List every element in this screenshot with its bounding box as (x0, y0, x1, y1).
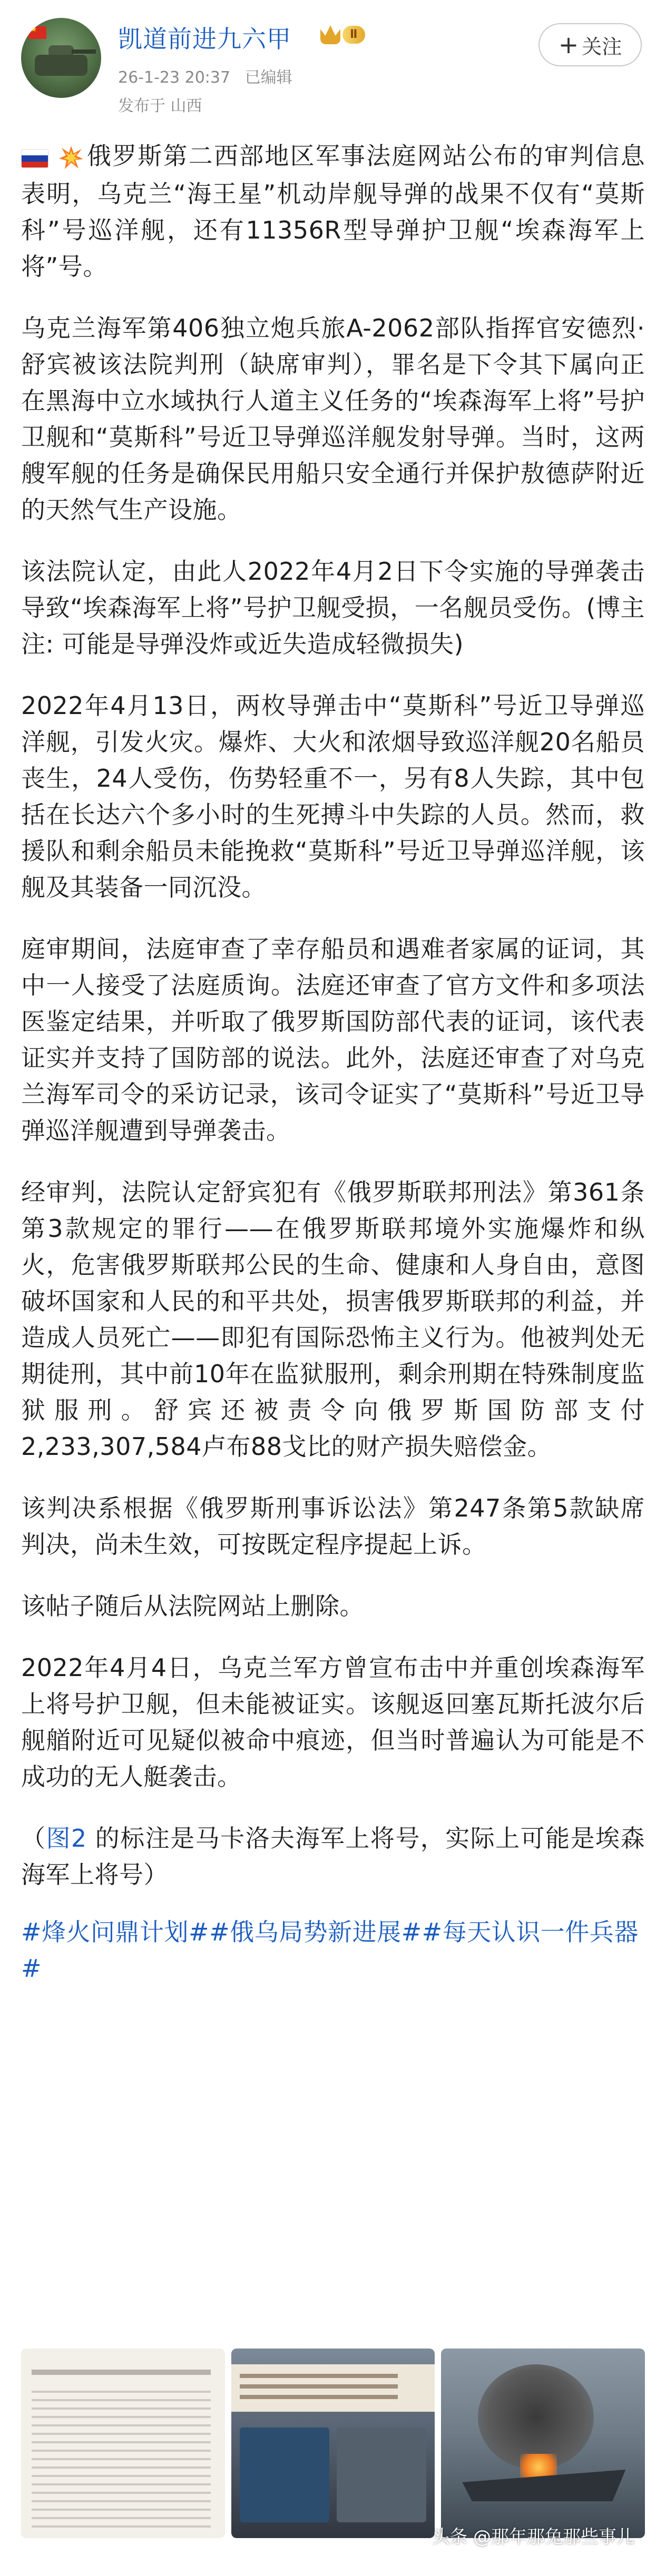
image-2-link[interactable]: 图2 (46, 1824, 87, 1852)
note-prefix: （ (21, 1824, 46, 1852)
post-meta (118, 64, 292, 87)
follow-button[interactable] (538, 23, 642, 66)
post-timestamp: 26-1-23 20:37 (118, 68, 231, 87)
image-note (21, 1820, 645, 1893)
level-badge (320, 24, 379, 45)
paragraph-text: 俄罗斯第二西部地区军事法庭网站公布的审判信息表明，乌克兰“海王星”机动岸舰导弹的战果不仅有“莫斯科”号巡洋舰，还有11356R型导弹护卫舰“埃森海军上将”号。 (21, 142, 645, 281)
ship-thumbnail (337, 2428, 426, 2522)
level-badge-label: Ⅱ (342, 26, 365, 44)
follow-button-label: 关注 (582, 35, 622, 58)
post-paragraph: 该法院认定，由此人2022年4月2日下令实施的导弹袭击导致“埃森海军上将”号护卫舰受损，一名舰员受伤。(博主注: 可能是导弹没炸或近失造成轻微损失) (21, 557, 645, 658)
post-paragraph: 2022年4月13日，两枚导弹击中“莫斯科”号近卫导弹巡洋舰，引发火灾。爆炸、大火和浓烟导致巡洋舰20名船员丧生，24人受伤，伤势轻重不一，另有8人失踪，其中包括在长达六个多小时的生死搏斗中失踪的人员。然而，救援队和剩余船员未能挽救“莫斯科”号近卫导弹巡洋舰，该舰及其装备一同沉没。 (21, 691, 645, 901)
tank-hull-shape (35, 55, 87, 76)
watermark: 头条 @那年那兔那些事儿 (432, 2527, 634, 2548)
post-paragraph: 该判决系根据《俄罗斯刑事诉讼法》第247条第5款缺席判决，尚未生效，可按既定程序提起上诉。 (21, 1494, 645, 1559)
crown-icon (320, 25, 340, 44)
lead-emoji-group (21, 140, 84, 176)
news-collage-image[interactable] (231, 2349, 435, 2538)
post-paragraph: 2022年4月4日，乌克兰军方曾宣布击中并重创埃森海军上将号护卫舰，但未能被证实。该舰返回塞瓦斯托波尔后舰艏附近可见疑似被命中痕迹，但当时普遍认为可能是不成功的无人艇袭击。 (21, 1653, 645, 1791)
document-screenshot-image[interactable] (21, 2349, 225, 2538)
doc-text-lines (32, 2391, 211, 2528)
note-suffix: 的标注是马卡洛夫海军上将号，实际上可能是埃森海军上将号） (21, 1824, 645, 1889)
tank-barrel-shape (72, 49, 96, 54)
post-paragraph: 该帖子随后从法院网站上删除。 (21, 1592, 364, 1620)
author-name[interactable]: 凯道前进九六甲 (118, 25, 291, 53)
burning-ship-image[interactable] (441, 2349, 645, 2538)
collision-icon (58, 145, 84, 170)
post-location: 发布于 山西 (118, 97, 202, 115)
post-body (21, 138, 645, 1987)
map-thumbnail (240, 2428, 329, 2522)
hashtag-links[interactable]: #烽火问鼎计划##俄乌局势新进展##每天认识一件兵器# (21, 1918, 639, 1983)
russia-flag-icon (21, 149, 48, 168)
post-paragraph: 经审判，法院认定舒宾犯有《俄罗斯联邦刑法》第361条第3款规定的罪行——在俄罗斯联邦境外实施爆炸和纵火，危害俄罗斯联邦公民的生命、健康和人身自由，意图破坏国家和人民的和平共处，损害俄罗斯联邦的利益，并造成人员死亡——即犯有国际恐怖主义行为。他被判处无期徒刑，其中前10年在监狱服刑，剩余刑期在特殊制度监狱服刑。舒宾还被责令向俄罗斯国防部支付2,233,307,584卢布88戈比的财产损失赔偿金。 (21, 1178, 645, 1461)
doc-title-line (32, 2370, 211, 2375)
post-header (21, 15, 645, 131)
author-avatar[interactable] (21, 18, 101, 98)
post-paragraph (21, 138, 645, 285)
plus-icon: + (558, 31, 579, 59)
post-paragraph: 庭审期间，法庭审查了幸存船员和遇难者家属的证词，其中一人接受了法庭质询。法庭还审查了官方文件和多项法医鉴定结果，并听取了俄罗斯国防部代表的证词，该代表证实并支持了国防部的说法。此外，法庭还审查了对乌克兰海军司令的采访记录，该司令证实了“莫斯科”号近卫导弹巡洋舰遭到导弹袭击。 (21, 935, 645, 1145)
caption-band (231, 2364, 435, 2412)
flag-icon (28, 26, 46, 39)
image-grid (21, 2349, 645, 2538)
post-paragraph: 乌克兰海军第406独立炮兵旅A-2062部队指挥官安德烈·舒宾被该法院判刑（缺席审判），罪名是下令其下属向正在黑海中立水域执行人道主义任务的“埃森海军上将”号护卫舰和“莫斯科”号近卫导弹巡洋舰发射导弹。当时，这两艘军舰的任务是确保民用船只安全通行并保护敖德萨附近的天然气生产设施。 (21, 314, 645, 524)
edited-label: 已编辑 (244, 68, 292, 87)
